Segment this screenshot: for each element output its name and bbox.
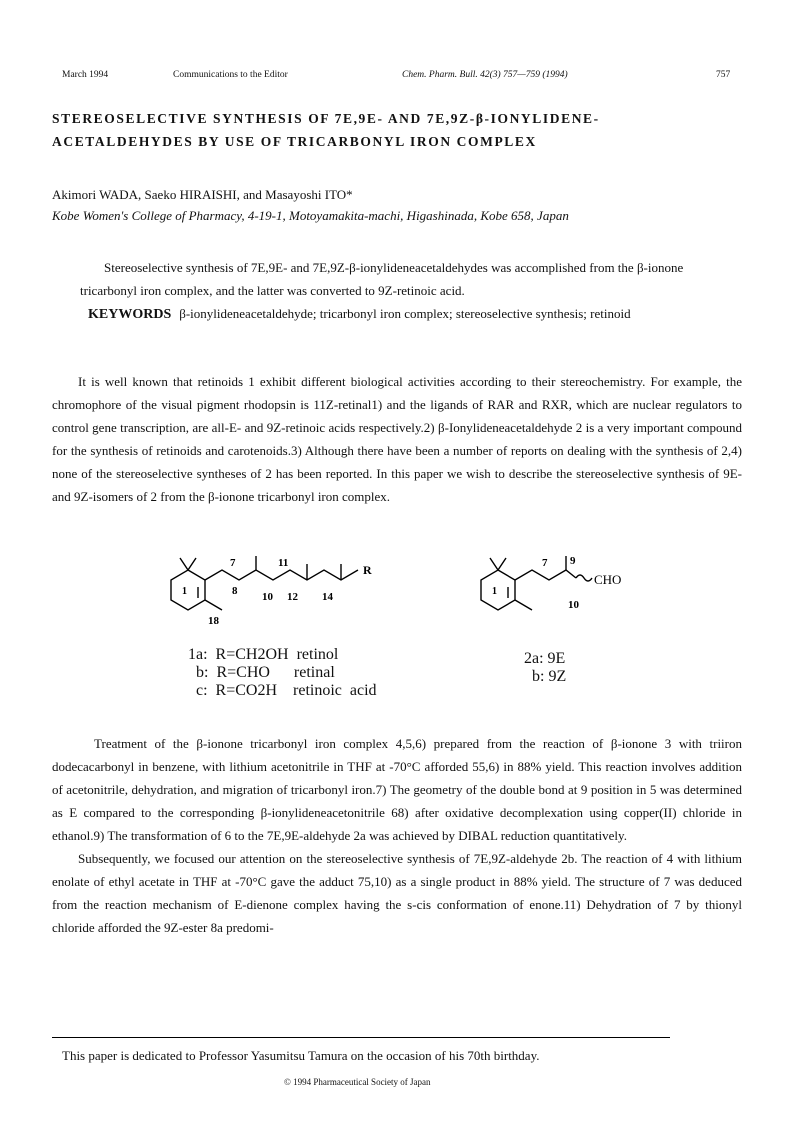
atom-label-10: 10 <box>262 591 273 603</box>
keywords-label: KEYWORDS <box>88 307 172 322</box>
atom-label-18: 18 <box>208 615 219 627</box>
footnote-divider <box>52 1037 670 1038</box>
header-date: March 1994 <box>62 70 109 80</box>
title-line-1: STEREOSELECTIVE SYNTHESIS OF 7E,9E- AND 7E,9Z-β-IONYLIDENE- <box>52 111 600 126</box>
atom-label-11: 11 <box>278 557 289 569</box>
paragraph-3: Subsequently, we focused our attention on the stereoselective synthesis of 7E,9Z-aldehyde 2b. The reaction of 4 with lithium enolate of ethyl acetate in THF at -70°C gave the adduct 75,10) as a single product in 88% yield. The structure of 7 was deduced from the reaction mechanism of E-dienone complex having the s-cis conformation of enone.11) Dehydration of 7 by thionyl chloride afforded the 9Z-ester 8a predomi- <box>52 851 742 935</box>
atom-label-14: 14 <box>322 591 333 603</box>
ald-atom-label-7: 7 <box>542 557 548 569</box>
footnote: This paper is dedicated to Professor Yasumitsu Tamura on the occasion of his 70th birthday. <box>62 1048 540 1063</box>
ald-cho-group: CHO <box>594 572 622 587</box>
retinoid-structure-diagram <box>150 552 690 632</box>
copyright: © 1994 Pharmaceutical Society of Japan <box>284 1077 431 1087</box>
compound-list-1: 1a: R=CH2OH retinol b: R=CHO retinal c: R=CO2H retinoic acid <box>188 646 377 699</box>
affiliation: Kobe Women's College of Pharmacy, 4-19-1, Motoyamakita-machi, Higashinada, Kobe 658, Japan <box>52 208 569 223</box>
ald-atom-label-1: 1 <box>492 586 497 597</box>
abstract-text: Stereoselective synthesis of 7E,9E- and 7E,9Z-β-ionylideneacetaldehydes was accomplished from the β-ionone tricarbonyl iron complex, and the latter was converted to 9Z-retinoic acid. <box>80 260 684 298</box>
ald-atom-label-9: 9 <box>570 555 576 567</box>
keywords-text: β-ionylideneacetaldehyde; tricarbonyl iron complex; stereoselective synthesis; retinoid <box>179 306 631 321</box>
title-line-2: ACETALDEHYDES BY USE OF TRICARBONYL IRON COMPLEX <box>52 134 537 149</box>
paragraph-1: It is well known that retinoids 1 exhibit different biological activities according to their stereochemistry. For example, the chromophore of the visual pigment rhodopsin is 11Z-retinal1) and the ligands of RAR and RXR, which are nuclear regulators to control gene transcription, are all-E- and 9Z-retinoic acids respectively.2) β-Ionylideneacetaldehyde 2 is a very important compound for the synthesis of retinoids and carotenoids.3) Although there have been a number of reports on dealing with the synthesis of 2,4) none of the stereoselective syntheses of 2 has been reported. In this paper we wish to describe the stereoselective synthesis of 9E- and 9Z-isomers of 2 from the β-ionone tricarbonyl iron complex. <box>52 374 742 504</box>
compound-list-2: 2a: 9E b: 9Z <box>524 650 567 685</box>
atom-label-7: 7 <box>230 557 236 569</box>
ald-atom-label-10: 10 <box>568 599 579 611</box>
atom-label-1: 1 <box>182 586 187 597</box>
retinoid-r-group: R <box>363 563 372 577</box>
header-citation: Chem. Pharm. Bull. 42(3) 757—759 (1994) <box>402 70 568 80</box>
atom-label-8: 8 <box>232 585 238 597</box>
abstract <box>80 256 720 326</box>
intro-paragraph <box>52 370 742 508</box>
results-section <box>52 732 742 939</box>
paragraph-2: Treatment of the β-ionone tricarbonyl iron complex 4,5,6) prepared from the reaction of β-ionone 3 with triiron dodecacarbonyl in benzene, with lithium acetonitrile in THF at -70°C afforded 55,6) in 88% yield. This reaction involves addition of acetonitrile, dehydration, and migration of tricarbonyl iron.7) The geometry of the double bond at 9 position in 5 was determined as E compared to the corresponding β-ionylideneacetonitrile 68) after oxidative decomplexation using copper(II) chloride in ethanol.9) The transformation of 6 to the 7E,9E-aldehyde 2a was achieved by DIBAL reduction quantitatively. <box>52 736 742 843</box>
header-section: Communications to the Editor <box>173 70 288 80</box>
authors: Akimori WADA, Saeko HIRAISHI, and Masayoshi ITO* <box>52 187 353 202</box>
header-page-number: 757 <box>716 70 731 80</box>
atom-label-12: 12 <box>287 591 298 603</box>
